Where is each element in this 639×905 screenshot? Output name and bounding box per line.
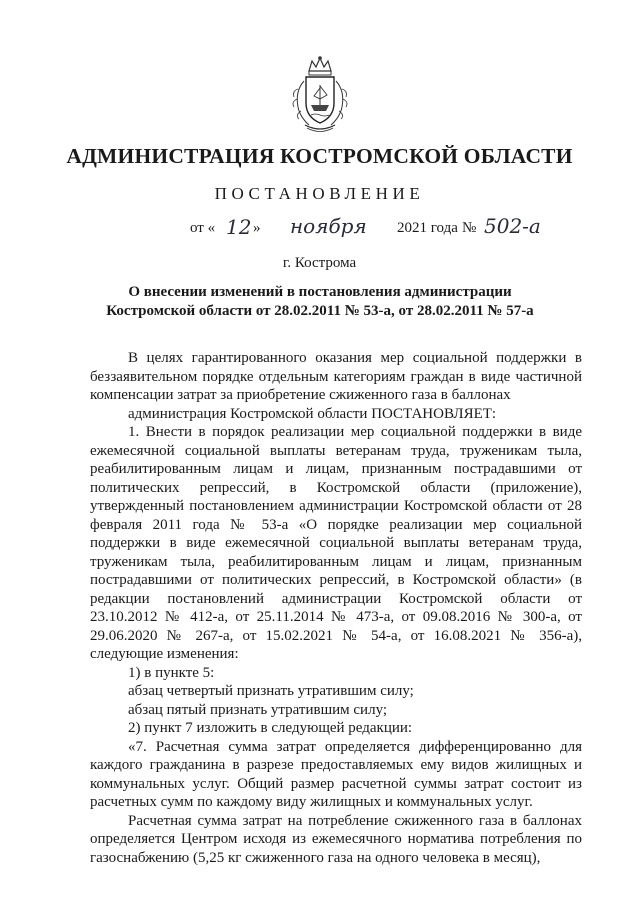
paragraph-subitem-1: 1) в пункте 5:	[128, 664, 215, 681]
number-label: №	[462, 220, 477, 236]
date-line	[0, 214, 639, 244]
date-prefix: от «	[190, 220, 216, 236]
document-type: ПОСТАНОВЛЕНИЕ	[214, 184, 425, 203]
paragraph-item-1: 1. Внести в порядок реализации мер социальной поддержки в виде ежемесячной социальной выплаты ветеранам труда, труженикам тыла, реабилитированным лицам и лицам, признанным пострадавшими от политических репрессий, в Костромской области (приложение), утвержденный постановлением администрации Костромской области от 28 февраля 2011 года № 53-а «О порядке реализации мер социальной поддержки в виде ежемесячной социальной выплаты ветеранам труда, труженикам тыла, реабилитированным лицам и лицам, признанным пострадавшими от политических репрессий, в Костромской области» (в редакции постановлений администрации Костромской области от 23.10.2012 № 412-а, от 25.11.2014 № 473-а, от 09.08.2016 № 300-а, от 29.06.2020 № 267-а, от 15.02.2021 № 54-а, от 16.08.2021 № 356-а), следующие изменения:	[90, 424, 582, 662]
paragraph-abzac-4: абзац четвертый признать утратившим силу;	[128, 683, 414, 699]
paragraph-gas-calculation: Расчетная сумма затрат на потребление сжиженного газа в баллонах определяется Центром исходя из ежемесячного норматива потребления по газоснабжению (5,25 кг сжиженного газа на одного человека в месяц),	[90, 812, 582, 866]
date-day: 12	[226, 215, 252, 239]
heading-line-2: Костромской области от 28.02.2011 № 53-а, от 28.02.2011 № 57-а	[106, 303, 534, 319]
paragraph-resolves: администрация Костромской области ПОСТАНОВЛЯЕТ:	[128, 405, 497, 422]
organization-title: АДМИНИСТРАЦИЯ КОСТРОМСКОЙ ОБЛАСТИ	[66, 144, 573, 168]
document-number: 502-а	[484, 214, 541, 238]
coat-of-arms-icon	[287, 55, 353, 135]
paragraph-preamble: В целях гарантированного оказания мер социальной поддержки в беззаявительном порядке отдельным категориям граждан в виде частичной компенсации затрат за приобретение сжиженного газа в баллонах	[90, 350, 582, 403]
date-month: ноября	[290, 214, 367, 238]
date-day-close: »	[253, 220, 261, 236]
heading-line-1: О внесении изменений в постановления администрации	[128, 284, 512, 300]
date-year: 2021 года	[397, 220, 458, 236]
paragraph-subitem-2: 2) пункт 7 изложить в следующей редакции:	[128, 720, 413, 736]
document-heading	[100, 283, 540, 321]
document-body	[90, 349, 582, 867]
city: г. Кострома	[282, 255, 357, 271]
paragraph-point-7: «7. Расчетная сумма затрат определяется дифференцированно для каждого гражданина в разрезе предоставляемых ему видов жилищных и коммунальных услуг. Общий размер расчетной суммы затрат состоит из расчетных сумм по каждому виду жилищных и коммунальных услуг.	[90, 738, 582, 810]
paragraph-abzac-5: абзац пятый признать утратившим силу;	[128, 701, 388, 718]
